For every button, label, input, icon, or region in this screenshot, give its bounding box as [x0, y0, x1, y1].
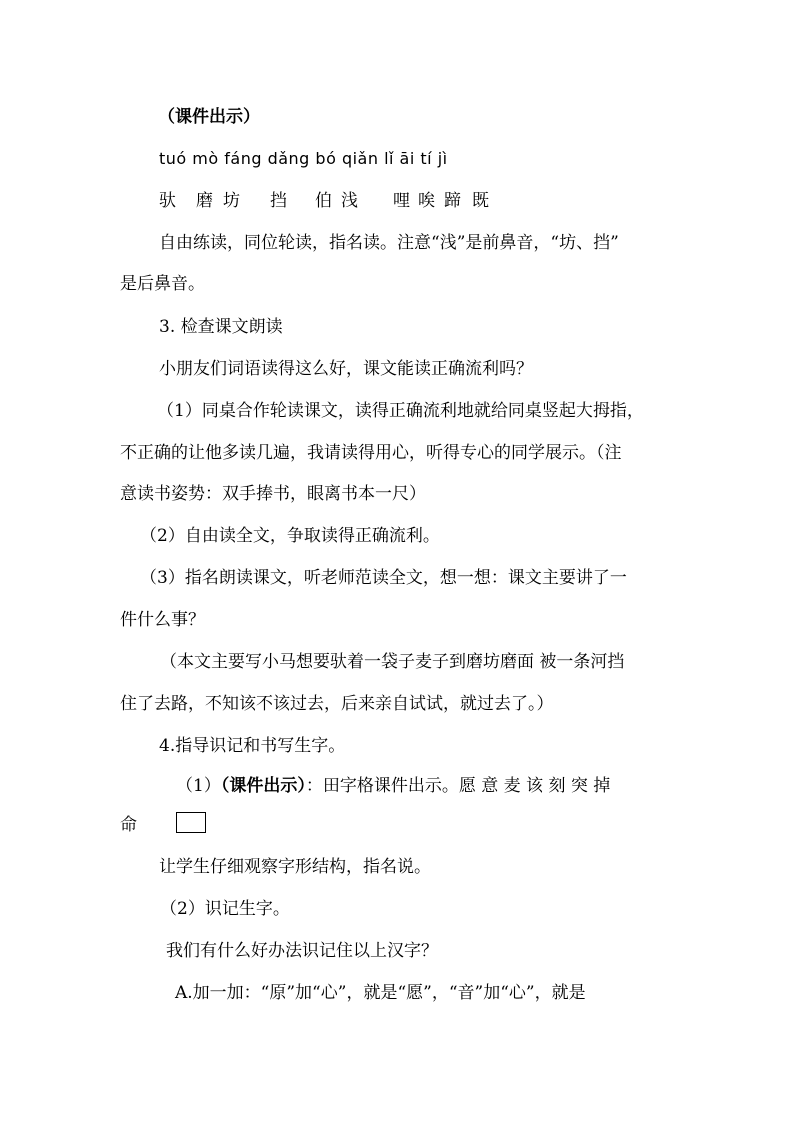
char: 挡	[270, 191, 287, 211]
paragraph: 命	[120, 815, 137, 835]
char: 唉	[418, 191, 435, 211]
char: 伯	[315, 191, 332, 211]
paragraph: 自由练读，同位轮读，指名读。注意“浅”是前鼻音，“坊、挡”	[159, 233, 619, 253]
paragraph: （2）自由读全文，争取读得正确流利。	[140, 526, 440, 546]
char: 蹄	[444, 191, 461, 211]
tian-grid-box	[176, 812, 206, 833]
char: 浅	[341, 191, 358, 211]
paragraph-text: ：田字格课件出示。愿 意 麦 该 刻 突 掉	[305, 776, 611, 796]
item-number: （1）	[176, 776, 221, 796]
char: 磨	[196, 191, 213, 211]
pinyin-line: tuó mò fáng dǎng bó qiǎn lǐ āi tí jì	[159, 149, 448, 168]
paragraph: 小朋友们词语读得这么好，课文能读正确流利吗？	[159, 359, 533, 379]
char: 哩	[393, 191, 410, 211]
paragraph: 让学生仔细观察字形结构，指名说。	[159, 857, 431, 877]
char: 既	[472, 191, 489, 211]
char: 驮	[159, 191, 176, 211]
paragraph: 我们有什么好办法识记住以上汉字？	[166, 941, 438, 961]
paragraph: 不正确的让他多读几遍，我请读得用心，听得专心的同学展示。（注	[120, 443, 622, 463]
courseware-label: （课件出示）	[220, 776, 306, 796]
paragraph: （3）指名朗读课文，听老师范读全文，想一想：课文主要讲了一	[140, 568, 627, 588]
paragraph	[176, 776, 610, 796]
paragraph: 住了去路，不知该不该过去，后来亲自试试，就过去了。）	[120, 694, 554, 714]
char: 坊	[223, 191, 240, 211]
section-heading: 3. 检查课文朗读	[159, 317, 283, 337]
section-heading: 4.指导识记和书写生字。	[159, 736, 346, 756]
paragraph: （2）识记生字。	[160, 899, 290, 919]
paragraph: 件什么事？	[120, 610, 205, 630]
paragraph: A.加一加：“原”加“心”，就是“愿”，“音”加“心”，就是	[175, 983, 586, 1003]
paragraph: （1）同桌合作轮读课文，读得正确流利地就给同桌竖起大拇指，	[157, 401, 644, 421]
paragraph: （本文主要写小马想要驮着一袋子麦子到磨坊磨面 被一条河挡	[160, 652, 625, 672]
courseware-label: （课件出示）	[158, 107, 260, 127]
paragraph: 意读书姿势：双手捧书，眼离书本一尺）	[120, 484, 426, 504]
paragraph: 是后鼻音。	[120, 274, 205, 294]
